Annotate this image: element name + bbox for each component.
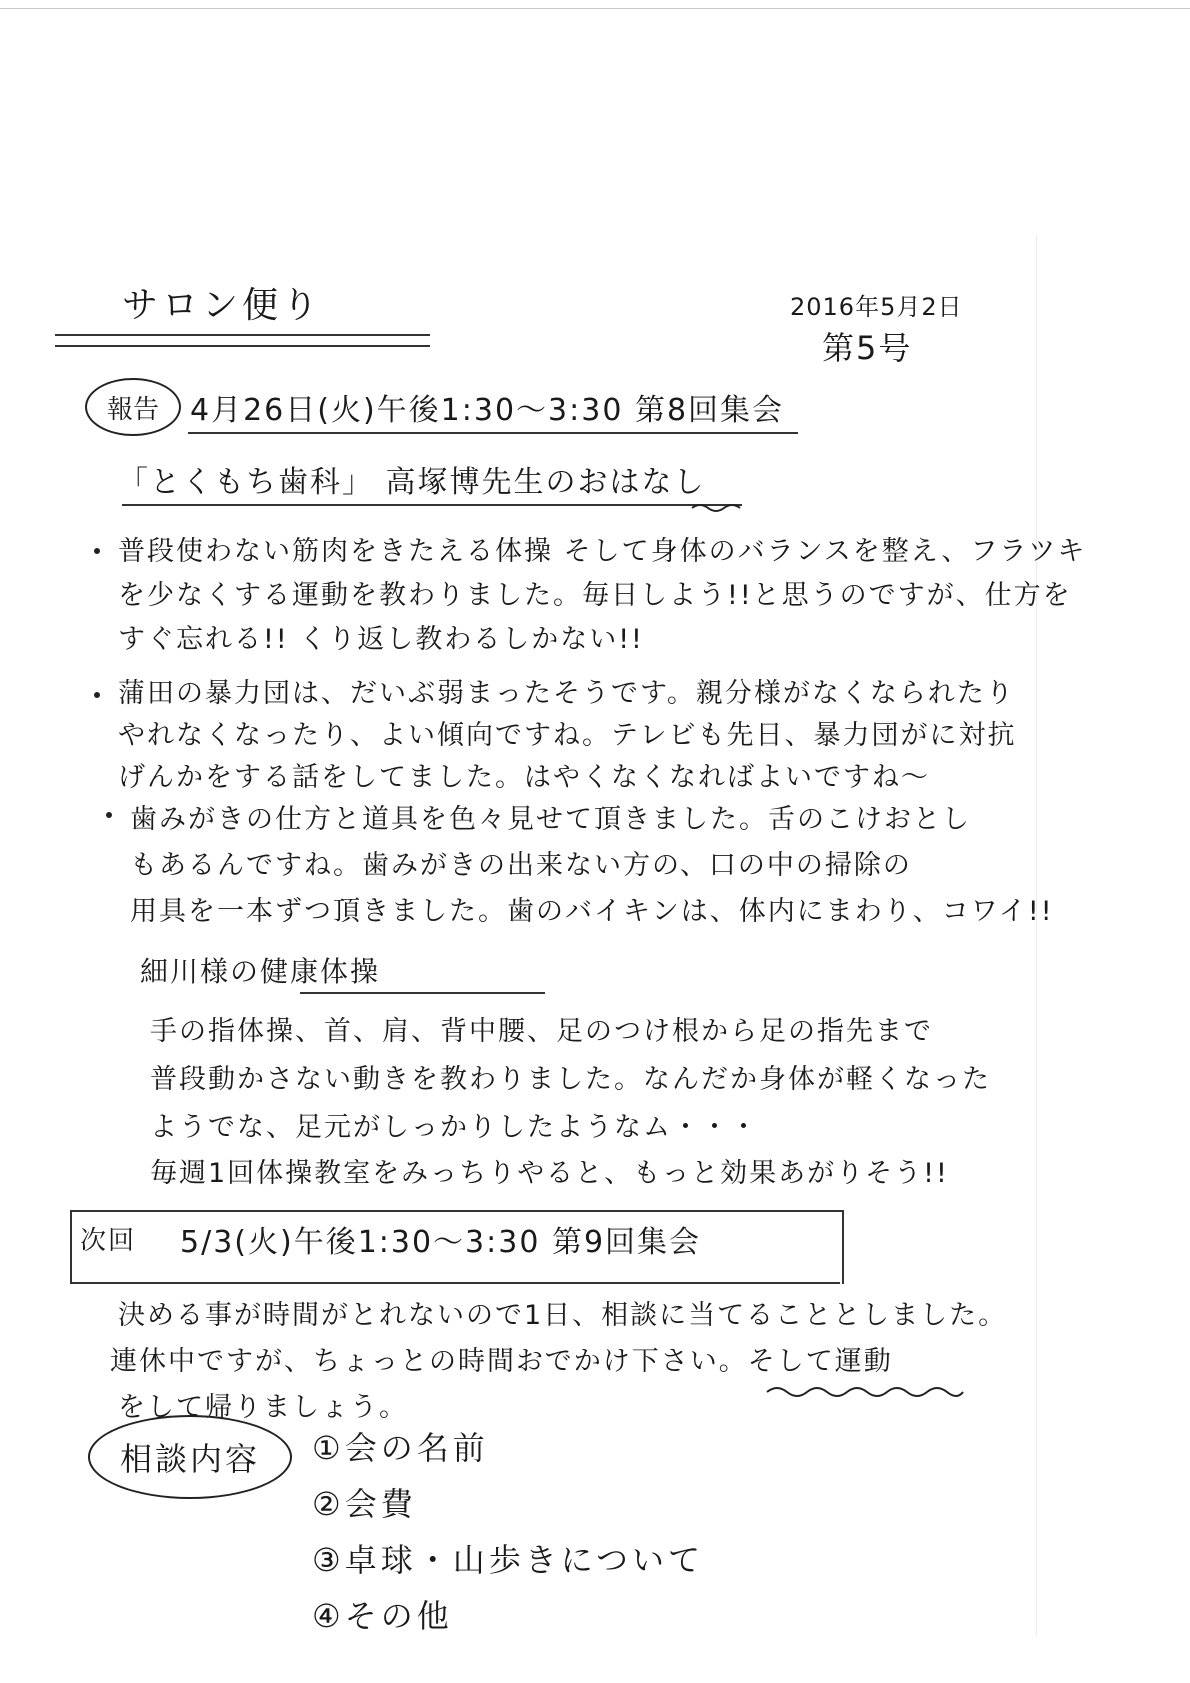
para2-line3: げんかをする話をしてました。はやくなくなればよいですね〜 xyxy=(118,762,930,793)
para1-line1: 普段使わない筋肉をきたえる体操 そして身体のバランスを整え、フラツキ xyxy=(118,536,1087,567)
lecture-underline xyxy=(122,504,742,506)
para2-line1: 蒲田の暴力団は、だいぶ弱まったそうです。親分様がなくなられたり xyxy=(118,678,1015,709)
next-meeting-box-bottom xyxy=(70,1282,840,1284)
next-line3: をして帰りましょう。 xyxy=(118,1392,408,1423)
scan-page-edge xyxy=(1036,235,1037,1635)
report-badge-label: 報告 xyxy=(106,394,159,425)
agenda-item-3: ③卓球・山歩きについて xyxy=(312,1541,705,1579)
para2-line2: やれなくなったり、よい傾向ですね。テレビも先日、暴力団がに対抗 xyxy=(118,720,1017,751)
consultation-badge-label: 相談内容 xyxy=(119,1440,260,1478)
para1-line2: を少なくする運動を教わりました。毎日しよう!!と思うのですが、仕方を xyxy=(118,580,1072,611)
para3-line2: もあるんですね。歯みがきの出来ない方の、口の中の掃除の xyxy=(130,850,912,881)
exercise-heading: 細川様の健康体操 xyxy=(140,955,381,988)
consultation-badge xyxy=(88,1415,292,1499)
para3-line3: 用具を一本ずつ頂きました。歯のバイキンは、体内にまわり、コワイ!! xyxy=(130,896,1054,927)
next-meeting-label: 次回 xyxy=(80,1226,137,1256)
emphasis-wavy-underline xyxy=(765,1384,965,1398)
exercise-line2: 普段動かさない動きを教わりました。なんだか身体が軽くなった xyxy=(150,1064,991,1095)
next-line1: 決める事が時間がとれないので1日、相談に当てることとしました。 xyxy=(118,1300,1008,1331)
report-meeting-line: 4月26日(火)午後1:30〜3:30 第8回集会 xyxy=(190,393,785,428)
exercise-line1: 手の指体操、首、肩、背中腰、足のつけ根から足の指先まで xyxy=(150,1016,933,1047)
scan-edge-line xyxy=(0,8,1190,9)
exercise-underline xyxy=(300,992,545,994)
meeting-underline xyxy=(188,432,798,434)
exercise-line4: 毎週1回体操教室をみっちりやると、もっと効果あがりそう!! xyxy=(150,1158,949,1189)
next-line2: 連休中ですが、ちょっとの時間おでかけ下さい。そして運動 xyxy=(110,1346,893,1377)
title-double-underline xyxy=(55,334,430,347)
issue-date: 2016年5月2日 xyxy=(790,293,963,321)
exercise-line3: ようでな、足元がしっかりしたようなム・・・ xyxy=(150,1112,759,1143)
lecture-wavy-underline xyxy=(690,500,750,514)
agenda-item-1: ①会の名前 xyxy=(312,1429,489,1467)
para3-line1: 歯みがきの仕方と道具を色々見せて頂きました。舌のこけおとし xyxy=(130,804,971,835)
bullet-2 xyxy=(94,692,100,698)
newsletter-title: サロン便り xyxy=(122,285,323,326)
report-badge xyxy=(85,378,181,436)
bullet-1 xyxy=(94,548,100,554)
issue-number: 第5号 xyxy=(822,329,913,367)
para1-line3: すぐ忘れる!! くり返し教わるしかない!! xyxy=(118,624,644,655)
agenda-item-2: ②会費 xyxy=(312,1485,417,1523)
lecture-heading: 「とくもち歯科」 高塚博先生のおはなし xyxy=(118,465,706,500)
bullet-3 xyxy=(106,812,112,818)
agenda-item-4: ④その他 xyxy=(312,1597,453,1635)
next-meeting-text: 5/3(火)午後1:30〜3:30 第9回集会 xyxy=(180,1225,702,1260)
